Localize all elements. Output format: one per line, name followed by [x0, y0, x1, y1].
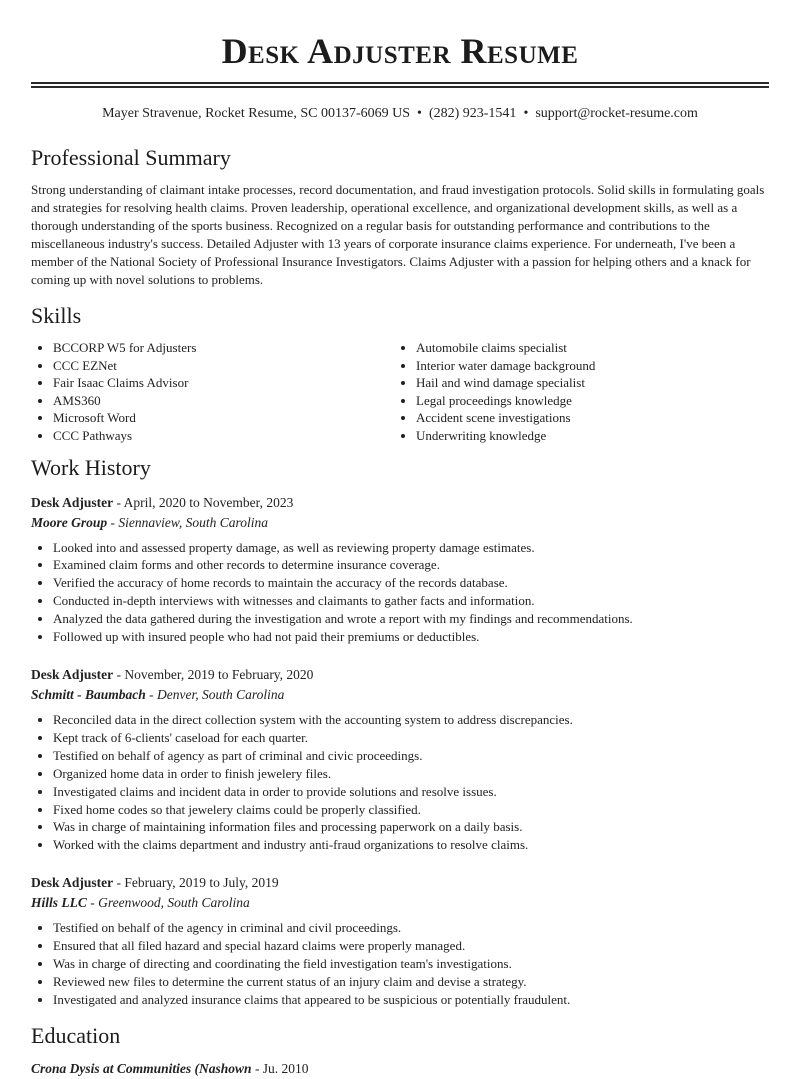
job-duty: • Verified the accuracy of home records to maintain the accuracy of the records database. [53, 574, 769, 592]
employer-name: Schmitt - Baumbach [31, 687, 146, 702]
contact-line [31, 105, 769, 123]
skill-item: • Automobile claims specialist [416, 339, 757, 357]
summary-section [31, 145, 769, 289]
job-duties [31, 919, 769, 1009]
skill-item: • CCC EZNet [53, 357, 394, 375]
employer-name: Hills LLC [31, 895, 87, 911]
job-dates: - February, 2019 to July, 2019 [113, 875, 279, 891]
summary-text: Strong understanding of claimant intake processes, record documentation, and fraud investigation protocols. Solid skills in formulating goals and strategies for resolving health claims. Proven leadership, operational excellence, and organizational development skills, as well as a thorough understanding of the sports business. Recognized on a regular basis for outstanding performance and contributions to the miscellaneous industry's success. Detailed Adjuster with 13 years of corporate insurance claims experience. For underneath, I've been a member of the National Society of Professional Insurance Investigators. Claims Adjuster with a passion for helping others and a knack for coming up with novel solutions to problems. [31, 182, 765, 287]
job-title: Desk Adjuster [31, 875, 114, 891]
contact-separator: • [523, 106, 529, 121]
job-duty: • Analyzed the data gathered during the investigation and wrote a report with my findings and recommendations. [53, 610, 769, 628]
employer-location: - Siennaview, South Carolina [107, 514, 269, 530]
contact-address: Mayer Stravenue, Rocket Resume, SC 00137-6069 US [102, 106, 411, 121]
work-history-section [31, 455, 769, 1009]
contact-phone: (282) 923-1541 [428, 106, 517, 121]
job-duty: • Was in charge of maintaining information files and processing paperwork on a daily basis. [53, 818, 769, 836]
job-title-line [31, 873, 769, 893]
employer-line [31, 685, 769, 705]
job-title: Desk Adjuster [31, 667, 114, 682]
skill-item: • Interior water damage background [416, 357, 757, 375]
skill-item: • Accident scene investigations [416, 409, 757, 427]
job-entry [31, 665, 769, 854]
skill-item: • Legal proceedings knowledge [416, 392, 757, 410]
employer-line [31, 893, 769, 913]
contact-email[interactable]: support@rocket-resume.com [535, 106, 698, 121]
skill-item: • CCC Pathways [53, 427, 394, 445]
employer-name: Moore Group [31, 514, 108, 530]
job-title-line [31, 665, 769, 685]
education-school: Crona Dysis at Communities (Nashown [31, 1060, 252, 1076]
title-divider [31, 82, 769, 88]
education-section [31, 1023, 769, 1079]
skill-item: • Microsoft Word [53, 409, 394, 427]
job-duties [31, 539, 769, 646]
skill-item: • BCCORP W5 for Adjusters [53, 339, 394, 357]
skill-item: • Fair Isaac Claims Advisor [53, 374, 394, 392]
job-duty: • Testified on behalf of the agency in criminal and civil proceedings. [53, 919, 769, 937]
employer-location: - Greenwood, South Carolina [86, 895, 250, 911]
job-entry [31, 493, 769, 646]
section-heading-skills: Skills [31, 303, 82, 328]
job-duties [31, 711, 769, 854]
job-duty: • Investigated and analyzed insurance claims that appeared to be suspicious or potentially fraudulent. [53, 991, 769, 1009]
skill-item: • AMS360 [53, 392, 394, 410]
education-entry [31, 1059, 769, 1079]
section-heading-work-history: Work History [31, 454, 151, 480]
job-duty: • Investigated claims and incident data in order to provide solutions and resolve issues. [53, 783, 769, 801]
divider-line-top [31, 82, 769, 84]
job-duty: • Conducted in-depth interviews with witnesses and claimants to gather facts and information. [53, 592, 769, 610]
job-duty: • Fixed home codes so that jewelery claims could be properly classified. [53, 801, 769, 819]
contact-separator: • [417, 106, 422, 121]
section-heading-education: Education [31, 1022, 121, 1048]
job-duty: • Kept track of 6-clients' caseload for each quarter. [53, 729, 769, 747]
job-duty: • Ensured that all filed hazard and special hazard claims were properly managed. [53, 937, 769, 955]
job-duty: • Looked into and assessed property damage, as well as reviewing property damage estimates. [53, 539, 769, 557]
job-duty: • Examined claim forms and other records to determine insurance coverage. [53, 556, 769, 574]
job-duty: • Reviewed new files to determine the current status of an injury claim and devise a strategy. [53, 973, 769, 991]
divider-line-bottom [31, 86, 769, 88]
education-date: - Ju. 2010 [251, 1060, 309, 1076]
skills-columns [31, 339, 769, 445]
skills-list-left [31, 339, 394, 445]
employer-line [31, 513, 769, 533]
skills-list-right [394, 339, 757, 445]
job-title-line [31, 493, 769, 513]
job-duty: • Testified on behalf of agency as part of criminal and civic proceedings. [53, 747, 769, 765]
skills-section [31, 303, 769, 445]
skill-item: • Hail and wind damage specialist [416, 374, 757, 392]
job-duty: • Organized home data in order to finish jewelery files. [53, 765, 769, 783]
job-duty: • Worked with the claims department and industry anti-fraud organizations to resolve claims. [53, 836, 769, 854]
resume-title: Desk Adjuster Resume [221, 31, 579, 71]
job-duty: • Followed up with insured people who had not paid their premiums or deductibles. [53, 628, 769, 646]
job-duty: • Was in charge of directing and coordinating the field investigation team's investigations. [53, 955, 769, 973]
job-dates: - November, 2019 to February, 2020 [113, 667, 314, 682]
job-entry [31, 873, 769, 1009]
section-heading-summary: Professional Summary [31, 145, 231, 170]
job-title: Desk Adjuster [31, 494, 114, 510]
job-dates: - April, 2020 to November, 2023 [113, 494, 294, 510]
job-duty: • Reconciled data in the direct collection system with the accounting system to address discrepancies. [53, 711, 769, 729]
skill-item: • Underwriting knowledge [416, 427, 757, 445]
employer-location: - Denver, South Carolina [145, 687, 285, 702]
